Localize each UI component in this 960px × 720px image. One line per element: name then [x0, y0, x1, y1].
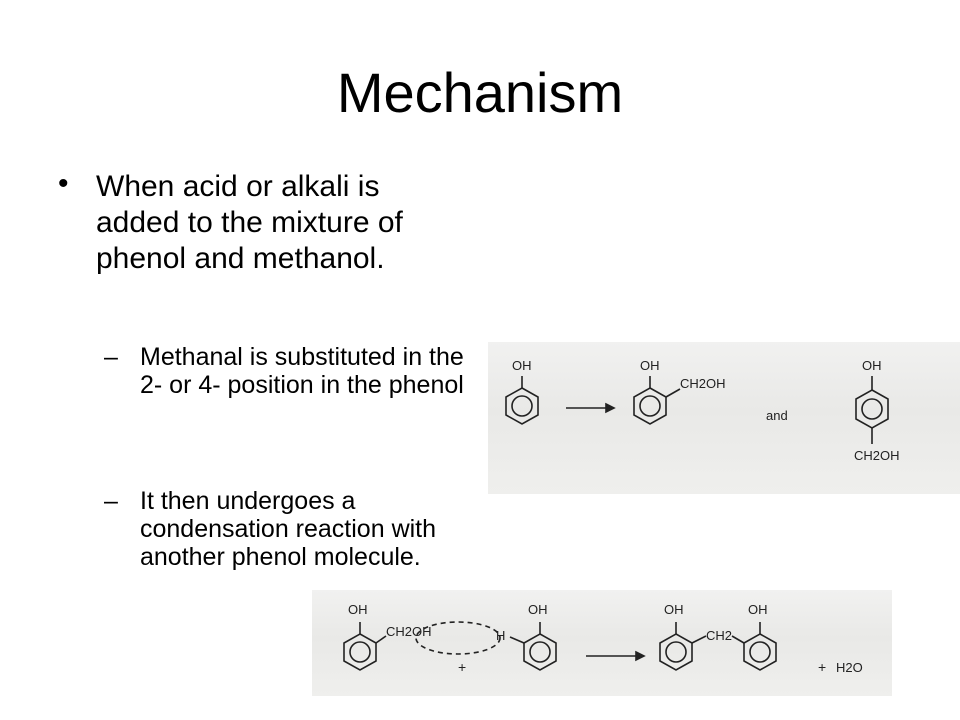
chem-label: OH: [512, 358, 532, 373]
aromatic-circle: [862, 399, 882, 419]
substitution-reaction-diagram: [488, 342, 960, 494]
aromatic-circle: [512, 396, 532, 416]
chem-label: OH: [862, 358, 882, 373]
slide-title: Mechanism: [336, 61, 624, 124]
chem-label: CH2OH: [854, 448, 900, 463]
aromatic-circle: [530, 642, 550, 662]
chem-label: +: [818, 659, 827, 675]
chem-label: OH: [640, 358, 660, 373]
condensation-reaction-diagram: [312, 590, 892, 696]
benzene-ring: [344, 634, 376, 670]
aromatic-circle: [666, 642, 686, 662]
chem-label: H: [496, 628, 506, 643]
chem-label: CH2: [706, 628, 733, 643]
aromatic-circle: [750, 642, 770, 662]
sub-bullet-text: Methanal is substituted in the 2- or 4- position in the phenol: [140, 343, 464, 399]
sub-bullet-text: It then undergoes a condensation reaction with another phenol molecule.: [140, 487, 437, 571]
sub-bullet-marker: –: [104, 487, 118, 515]
aromatic-circle: [350, 642, 370, 662]
chem-label: OH: [348, 602, 368, 617]
benzene-ring: [634, 388, 666, 424]
benzene-ring: [660, 634, 692, 670]
chem-label: OH: [528, 602, 548, 617]
sub-bullet-marker: –: [104, 343, 118, 371]
chem-label: OH: [748, 602, 768, 617]
bullet-marker: •: [58, 167, 69, 200]
aromatic-circle: [640, 396, 660, 416]
substitution-reaction-figure: [488, 342, 960, 494]
chem-label: CH2OH: [680, 376, 726, 391]
chem-label: H2O: [836, 660, 863, 675]
benzene-ring: [744, 634, 776, 670]
chem-label: +: [458, 659, 467, 675]
benzene-ring: [856, 390, 888, 428]
bullet-text: When acid or alkali is added to the mixture of phenol and methanol.: [96, 170, 403, 275]
chem-label: CH2OH: [386, 624, 432, 639]
benzene-ring: [506, 388, 538, 424]
benzene-ring: [524, 634, 556, 670]
condensation-reaction-figure: [312, 590, 892, 696]
chem-label: and: [766, 408, 788, 423]
chem-label: OH: [664, 602, 684, 617]
